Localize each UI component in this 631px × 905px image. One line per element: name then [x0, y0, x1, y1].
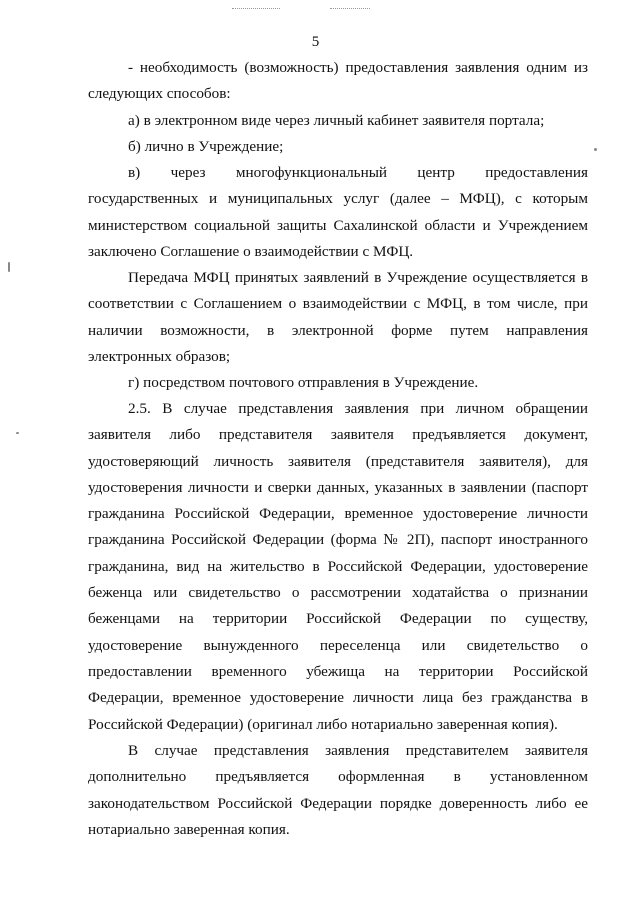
scan-artifact: [16, 432, 19, 434]
scan-artifact: [330, 8, 370, 15]
paragraph-method-d: г) посредством почтового отправления в Учреждение.: [128, 374, 479, 391]
scan-artifact: [8, 262, 10, 272]
paragraph-method-b: б) лично в Учреждение;: [128, 138, 284, 155]
paragraph-mfc-transfer: Передача МФЦ принятых заявлений в Учреждение осуществляется в соответствии с Соглашением о взаимодействии с МФЦ, в том числе, при наличии возможности, в электронной форме путем направления электронных образов;: [88, 269, 588, 365]
scan-artifact: [594, 148, 597, 151]
scan-artifact: [232, 8, 280, 15]
paragraph-section-2-5: 2.5. В случае представления заявления при личном обращении заявителя либо представителя заявителя предъявляется документ, удостоверяющий личность заявителя (представителя заявителя), для удостоверения личности и сверки данных, указанных в заявлении (паспорт гражданина Российской Федерации, временное удостоверение личности гражданина Российской Федерации (форма № 2П), паспорт иностранного гражданина, вид на жительство в Российской Федерации, удостоверение беженца или свидетельство о рассмотрении ходатайства о признании беженцами на территории Российской Федерации по существу, удостоверение вынужденного переселенца или свидетельство о предоставлении временного убежища на территории Российской Федерации, временное удостоверение личности лица без гражданства в Российской Федерации) (оригинал либо нотариально заверенная копия).: [88, 400, 588, 733]
page-number: 5: [311, 34, 320, 50]
paragraph-method-a: а) в электронном виде через личный кабинет заявителя портала;: [128, 112, 545, 129]
paragraph-representative: В случае представления заявления представителем заявителя дополнительно предъявляется оформленная в установленном законодательством Российской Федерации порядке доверенность либо ее нотариально заверенная копия.: [88, 742, 588, 838]
paragraph-methods-intro: - необходимость (возможность) предоставления заявления одним из следующих способов:: [88, 59, 588, 103]
paragraph-method-c: в) через многофункциональный центр предоставления государственных и муниципальных услуг (далее – МФЦ), с которым министерством социальной защиты Сахалинской области и Учреждением заключено Соглашение о взаимодействии с МФЦ.: [88, 164, 588, 260]
